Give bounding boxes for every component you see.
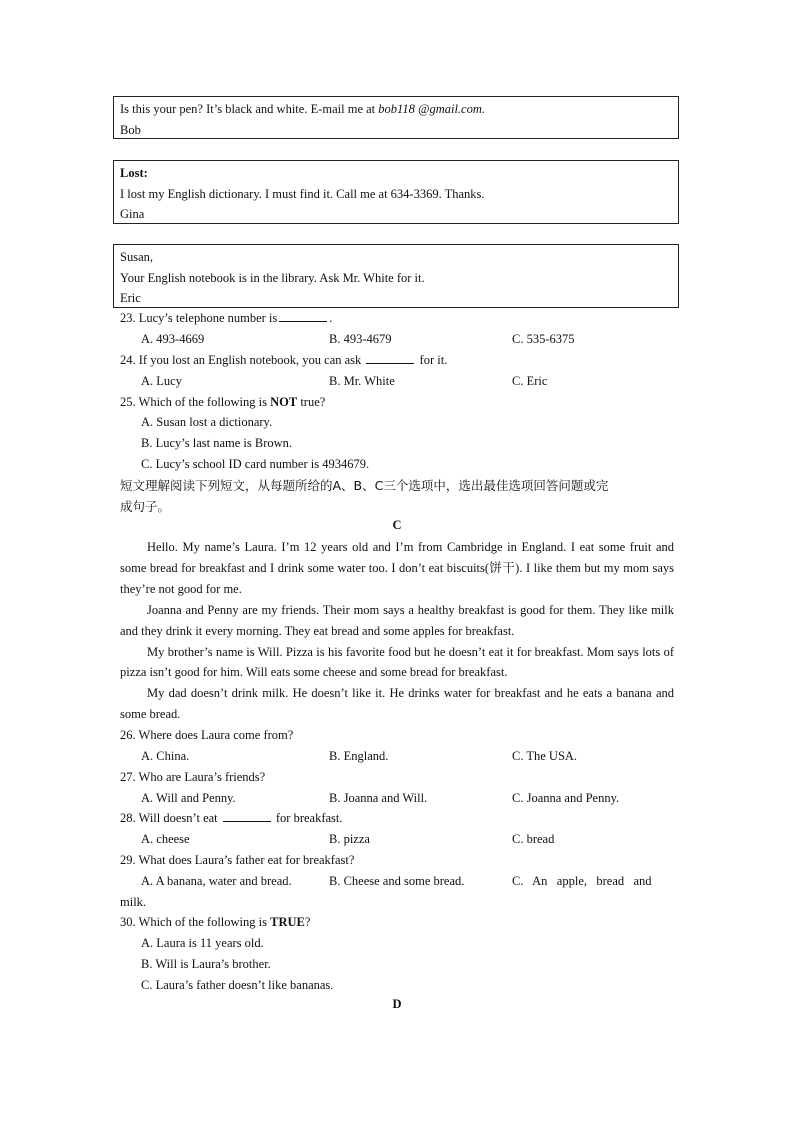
option-c-cont: milk.	[120, 895, 147, 909]
passage-paragraph: Hello. My name’s Laura. I’m 12 years old and I’m from Cambridge in England. I eat some fruit and some bread for breakfast and I drink some water too. I don’t eat biscuits(饼干). I like them but my mom says they’re not good for me.	[120, 540, 674, 596]
option-c: C. Joanna and Penny.	[512, 791, 620, 805]
reading-passage	[120, 537, 674, 725]
option-b: B. Joanna and Will.	[329, 791, 428, 805]
option-a: A. A banana, water and bread.	[141, 874, 292, 888]
option-b: B. Cheese and some bread.	[329, 874, 465, 888]
option-c: C. The USA.	[512, 749, 578, 763]
option-b: B. Lucy’s last name is Brown.	[141, 436, 293, 450]
question-28: 28. Will doesn’t eat for breakfast.	[120, 811, 343, 825]
option-c: C. Lucy’s school ID card number is 4934679.	[141, 457, 370, 471]
notice-text: I lost my English dictionary. I must find it. Call me at 634-3369. Thanks.	[120, 186, 485, 201]
question-26: 26. Where does Laura come from?	[120, 728, 294, 742]
option-b: B. England.	[329, 749, 389, 763]
option-c: C. Laura’s father doesn’t like bananas.	[141, 978, 334, 992]
option-c: C. 535-6375	[512, 332, 575, 346]
option-b: B. 493-4679	[329, 332, 392, 346]
passage-paragraph: My brother’s name is Will. Pizza is his favorite food but he doesn’t eat it for breakfast. Mom says lots of pizza isn’t good for him. Will eats some cheese and some bread for breakfast.	[120, 644, 674, 680]
question-29: 29. What does Laura’s father eat for breakfast?	[120, 853, 355, 867]
question-24: 24. If you lost an English notebook, you can ask for it.	[120, 353, 448, 367]
email-address: bob118 @gmail.com.	[378, 102, 486, 116]
notice-bob	[113, 96, 679, 139]
question-27: 27. Who are Laura’s friends?	[120, 770, 266, 784]
reading-instruction-cont: 成句子。	[120, 499, 171, 514]
notice-greeting: Susan,	[120, 250, 153, 264]
option-a: A. China.	[141, 749, 190, 763]
notice-text: Your English notebook is in the library. Ask Mr. White for it.	[120, 270, 425, 285]
option-b: B. Will is Laura’s brother.	[141, 957, 271, 971]
notice-signature: Gina	[120, 207, 145, 221]
passage-paragraph: Joanna and Penny are my friends. Their mom says a healthy breakfast is good for them. They like milk and they drink it every morning. They eat bread and some apples for breakfast.	[120, 602, 674, 638]
option-a: A. Susan lost a dictionary.	[141, 415, 273, 429]
reading-instruction: 短文理解阅读下列短文，从每题所给的A、B、C三个选项中，选出最佳选项回答问题或完	[120, 478, 609, 493]
notice-signature: Eric	[120, 291, 141, 305]
notice-gina	[113, 160, 679, 224]
passage-paragraph: My dad doesn’t drink milk. He doesn’t like it. He drinks water for breakfast and he eats a banana and some bread.	[120, 686, 674, 722]
notice-title: Lost:	[120, 166, 148, 180]
option-b: B. pizza	[329, 832, 370, 846]
option-a: A. cheese	[141, 832, 190, 846]
option-c: C. An apple, bread and	[512, 874, 652, 888]
option-a: A. Laura is 11 years old.	[141, 936, 264, 950]
option-a: A. Will and Penny.	[141, 791, 236, 805]
question-30: 30. Which of the following is TRUE?	[120, 915, 311, 929]
option-c: C. bread	[512, 832, 555, 846]
option-b: B. Mr. White	[329, 374, 395, 388]
question-23: 23. Lucy’s telephone number is .	[120, 311, 333, 325]
option-c: C. Eric	[512, 374, 548, 388]
option-a: A. 493-4669	[141, 332, 205, 346]
notice-text: Is this your pen? It’s black and white. E-mail me at	[120, 102, 379, 116]
answer-blank	[223, 809, 271, 822]
option-a: A. Lucy	[141, 374, 182, 388]
section-heading-c: C	[392, 518, 402, 532]
section-heading-d: D	[392, 997, 402, 1011]
notice-eric	[113, 244, 679, 308]
question-25: 25. Which of the following is NOT true?	[120, 395, 326, 409]
notice-signature: Bob	[120, 122, 141, 137]
answer-blank	[366, 351, 414, 364]
answer-blank	[279, 309, 327, 322]
